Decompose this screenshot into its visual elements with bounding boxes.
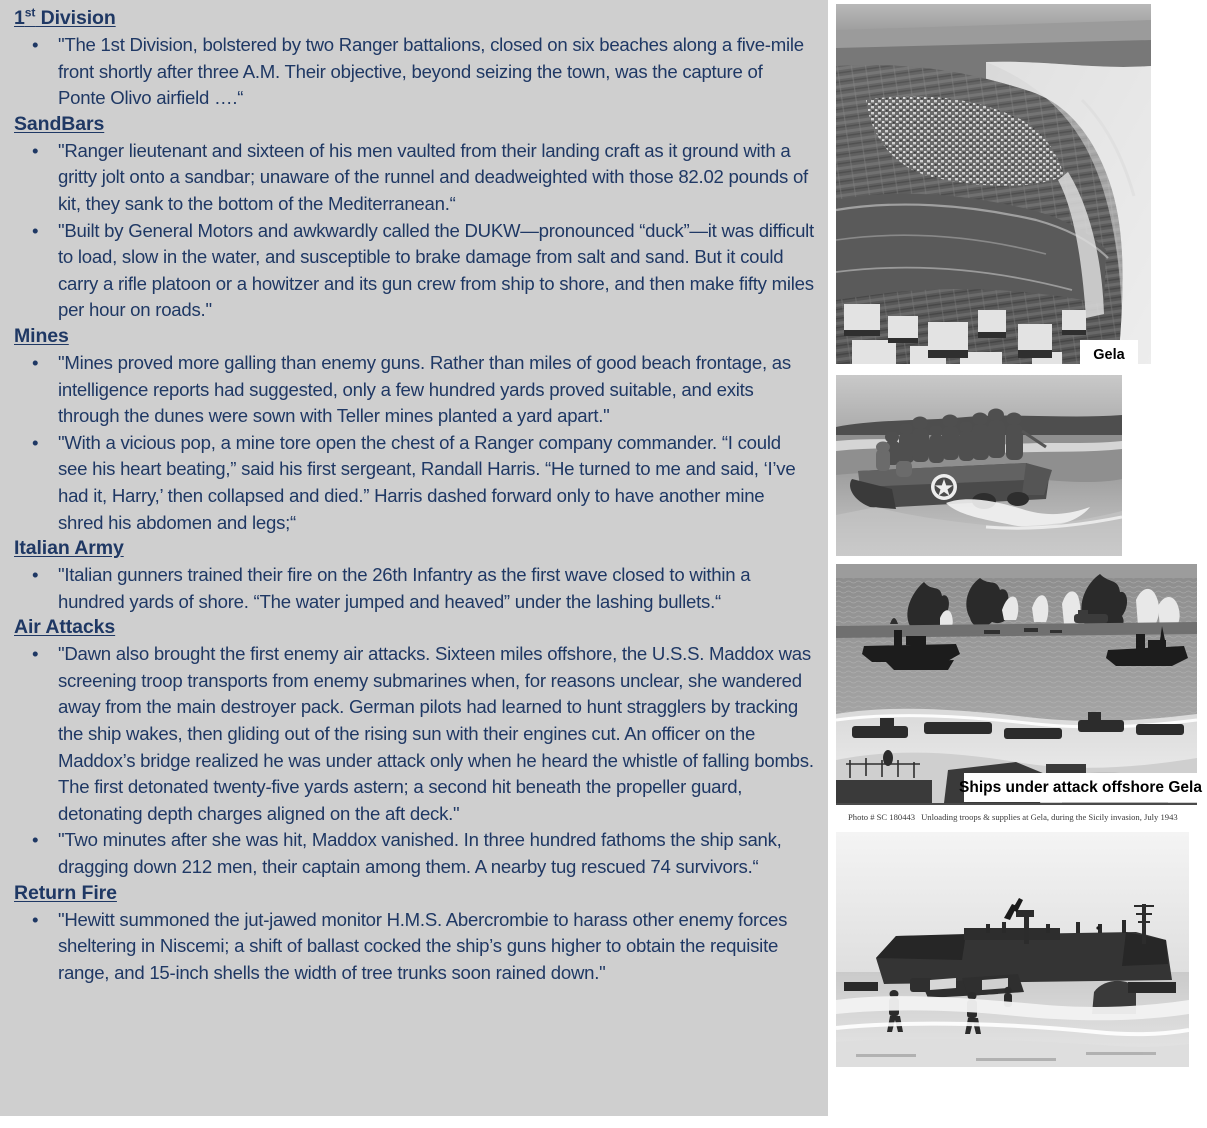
- bullet-dot-icon: •: [32, 564, 39, 586]
- bullet-dot-icon: •: [32, 643, 39, 665]
- section-heading: [14, 6, 116, 31]
- bullet-dot-icon: •: [32, 431, 39, 453]
- section-heading-row: [14, 112, 814, 138]
- bullet-text: "Mines proved more galling than enemy guns. Rather than miles of good beach frontage, as intelligence reports had suggested, only a few hundred yards proved suitable, and exits through the dunes were sown with Teller mines planted a yard apart.": [58, 351, 791, 427]
- photo-gela-aerial: [836, 4, 1151, 364]
- section-bullet-list: [14, 907, 814, 987]
- section-bullet-list: [14, 641, 814, 880]
- bullet-dot-icon: •: [32, 139, 39, 161]
- photo-unloading-troops-gela: [836, 832, 1189, 1067]
- bullet-text: "With a vicious pop, a mine tore open the chest of a Ranger company commander. “I could see his heart beating,” said his first sergeant, Randall Harris. “He turned to me and said, ‘I’ve had it, Harry,’ then collapsed and died.” Harris dashed forward only to have another mine shred his abdomen and legs;“: [58, 431, 796, 533]
- bullet-text: "Dawn also brought the first enemy air attacks. Sixteen miles offshore, the U.S.S. Maddox was screening troop transports from enemy submarines when, for reasons unclear, she wandered away from the main destroyer pack. German pilots had learned to hunt stragglers by tracking the ship wakes, then gliding out of the rising sun with their engines cut. An officer on the Maddox’s bridge realized he was under attack only when he heard the whistle of falling bombs. The first detonated twenty-five yards astern; a second hit beneath the propeller guard, detonating depth charges aligned on the aft deck.": [58, 643, 814, 824]
- section-bullet-list: [14, 562, 814, 615]
- section-heading-suffix: Division: [35, 7, 116, 29]
- bullet-item: [14, 907, 814, 987]
- slide-image-column: [828, 0, 1207, 1128]
- bullet-dot-icon: •: [32, 908, 39, 930]
- section-heading: Return Fire: [14, 881, 117, 904]
- section-heading-prefix: 1: [14, 7, 25, 29]
- bullet-text: "Built by General Motors and awkwardly called the DUKW—pronounced “duck”—it was difficult to load, slow in the water, and susceptible to brake damage from salt and sand. But it could carry a rifle platoon or a howitzer and its gun crew from ship to shore, and then make fifty miles per hour on roads.": [58, 219, 814, 321]
- bullet-text: "The 1st Division, bolstered by two Ranger battalions, closed on six beaches along a five-mile front shortly after three A.M. Their objective, beyond seizing the town, was the capture of Ponte Olivo airfield ….“: [58, 34, 804, 109]
- section-heading: Mines: [14, 324, 69, 347]
- bullet-text: "Ranger lieutenant and sixteen of his men vaulted from their landing craft as it ground with a gritty jolt onto a sandbar; unaware of the runnel and deadweighted with those 82.02 pounds of kit, they sank to the bottom of the Mediterranean.“: [58, 139, 808, 214]
- section-heading: Italian Army: [14, 537, 124, 560]
- bullet-text: "Two minutes after she was hit, Maddox vanished. In three hundred fathoms the ship sank, dragging down 212 men, their captain among them. A nearby tug rescued 74 survivors.“: [58, 829, 782, 878]
- bullet-item: [14, 218, 814, 324]
- photo-credit-description: Unloading troops & supplies at Gela, during the Sicily invasion, July 1943: [921, 812, 1178, 822]
- photo-label-gela: Gela: [1080, 340, 1138, 369]
- bullet-text: "Italian gunners trained their fire on the 26th Infantry as the first wave closed to within a hundred yards of shore. “The water jumped and heaved” under the lashing bullets.“: [58, 564, 751, 612]
- section-heading-row: [14, 6, 814, 32]
- section-heading-row: [14, 615, 814, 641]
- section-bullet-list: [14, 32, 814, 112]
- photo-label-ships-under-attack: Ships under attack offshore Gela: [964, 773, 1197, 802]
- photo-ships-under-attack: [836, 564, 1197, 803]
- bullet-dot-icon: •: [32, 219, 39, 241]
- bullet-text: "Hewitt summoned the jut-jawed monitor H.M.S. Abercrombie to harass other enemy forces sheltering in Niscemi; a shift of ballast cocked the ship’s guns higher to obtain the requisite range, and 15-inch shells the width of tree trunks soon rained down.": [58, 908, 788, 983]
- bullet-item: [14, 430, 814, 536]
- section-heading-ordinal-suffix: st: [24, 5, 36, 20]
- bullet-dot-icon: •: [32, 351, 39, 373]
- bullet-item: [14, 350, 814, 430]
- section-heading-row: [14, 324, 814, 350]
- bullet-dot-icon: •: [32, 34, 39, 55]
- bullet-dot-icon: •: [32, 829, 39, 851]
- bullet-item: [14, 641, 814, 827]
- bullet-item: [14, 562, 814, 615]
- photo-dukw-amphibious-truck: [836, 375, 1122, 556]
- photo-credit-caption: [848, 811, 1196, 823]
- section-heading: SandBars: [14, 112, 105, 135]
- section-bullet-list: [14, 350, 814, 536]
- section-heading-row: [14, 536, 814, 562]
- bullet-item: [14, 32, 814, 112]
- photo-credit-divider: [836, 803, 1197, 805]
- bullet-item: [14, 138, 814, 218]
- section-bullet-list: [14, 138, 814, 324]
- bullet-item: [14, 827, 814, 880]
- photo-credit-number: Photo # SC 180443: [848, 812, 916, 822]
- section-heading: Air Attacks: [14, 616, 116, 639]
- section-heading-row: [14, 881, 814, 907]
